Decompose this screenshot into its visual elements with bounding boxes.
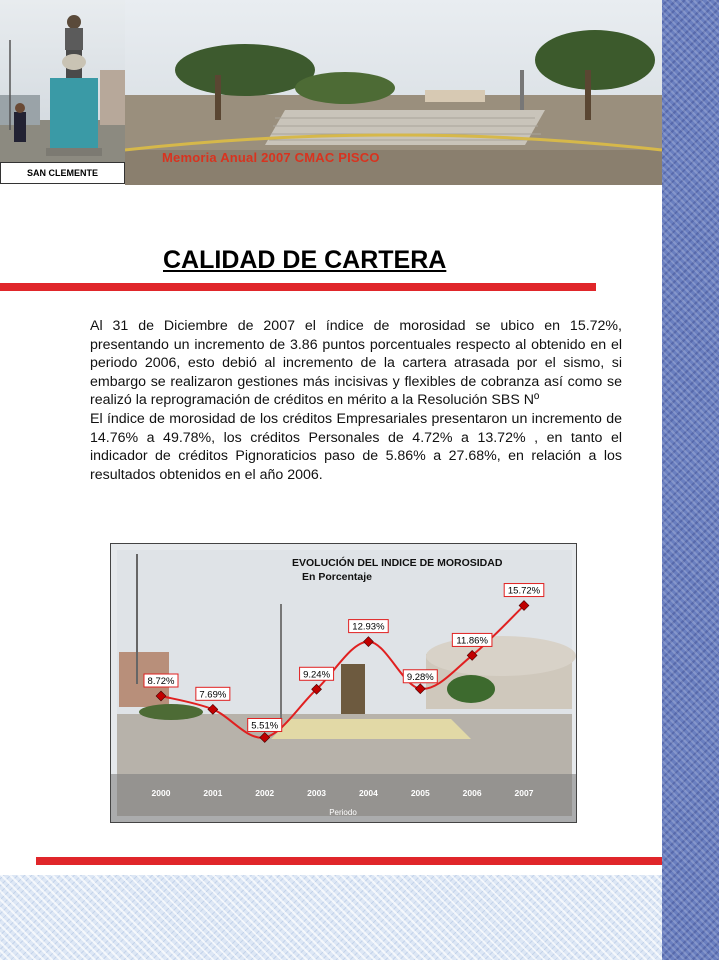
red-divider-top — [0, 283, 596, 291]
data-label: 11.86% — [456, 635, 488, 647]
data-label: 7.69% — [199, 689, 227, 701]
statue-photo — [0, 0, 125, 162]
chart-title: EVOLUCIÓN DEL INDICE DE MOROSIDAD — [292, 557, 503, 569]
morosidad-chart — [110, 543, 577, 823]
data-label: 15.72% — [507, 585, 541, 597]
data-label: 5.51% — [251, 720, 279, 732]
decorative-side-strip — [662, 0, 719, 960]
x-tick-label: 2001 — [203, 788, 223, 798]
chart-photo-monument — [341, 664, 365, 714]
x-tick-label: 2000 — [151, 788, 171, 798]
data-label: 9.28% — [406, 671, 434, 683]
chart-photo-hedge — [139, 704, 203, 720]
x-tick-label: 2005 — [410, 788, 430, 798]
chart-photo-steps — [271, 719, 471, 739]
chart-photo-dome — [426, 636, 576, 676]
data-label: 9.24% — [303, 669, 331, 681]
x-tick-label: 2004 — [358, 788, 378, 798]
statue-caption: SAN CLEMENTE — [0, 162, 125, 184]
x-tick-label: 2003 — [307, 788, 327, 798]
chart-photo-tree — [447, 675, 495, 703]
x-tick-label: 2006 — [462, 788, 482, 798]
page-title: CALIDAD DE CARTERA — [163, 246, 447, 274]
x-tick-label: 2002 — [255, 788, 275, 798]
red-divider-bottom — [36, 857, 662, 865]
chart-canvas — [111, 544, 576, 822]
x-tick-label: 2007 — [514, 788, 534, 798]
data-label: 8.72% — [147, 676, 175, 688]
paragraph-2: El índice de morosidad de los créditos Empresariales presentaron un incremento de 14.76% a 49.78%, los créditos Personales de 4.72% a 13.72% , en tanto el indicador de créditos Pignoraticios paso de 5.86% a 27.68%, en relación a los resultados obtenidos en el año 2006. — [90, 410, 622, 483]
paragraph-1: Al 31 de Diciembre de 2007 el índice de morosidad se ubico en 15.72%, presentando un incremento de 3.86 puntos porcentuales respecto al obtenido en el periodo 2006, esto debió al incremento de la cartera atrasada por el sismo, si embargo se realizaron gestiones más incisivas y flexibles de cobranza así como se realizó la reprogramación de créditos en mérito a la Resolución SBS Nº — [90, 318, 622, 409]
report-title: Memoria Anual 2007 CMAC PISCO — [162, 150, 380, 165]
chart-x-axis-label: Periodo — [329, 808, 357, 817]
data-label: 12.93% — [352, 621, 385, 633]
decorative-bottom-band — [0, 875, 662, 960]
chart-subtitle: En Porcentaje — [302, 571, 373, 583]
body-text — [90, 317, 622, 484]
